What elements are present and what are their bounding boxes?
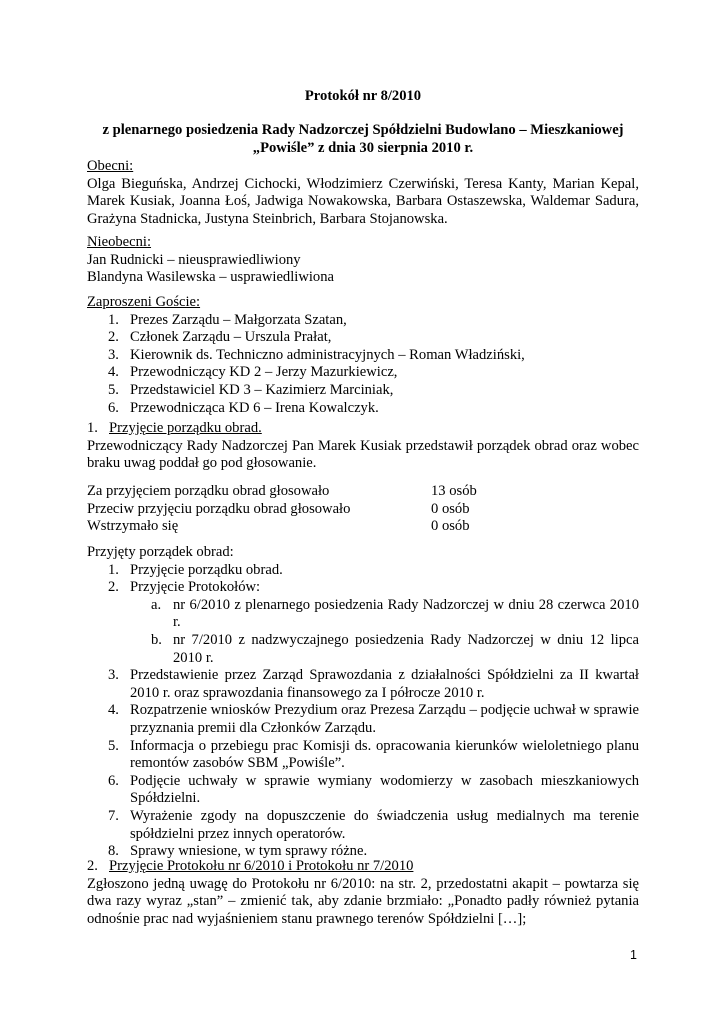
item-text: nr 7/2010 z nadzwyczajnego posiedzenia Rady Nadzorczej w dniu 12 lipca 2010 r.: [173, 631, 639, 666]
list-item: [108, 364, 639, 382]
agenda-heading: Przyjęty porządek obrad:: [87, 544, 234, 560]
document-subtitle-line2: „Powiśle” z dnia 30 sierpnia 2010 r.: [252, 140, 474, 156]
document-title: Protokół nr 8/2010: [304, 88, 422, 104]
item-text: Przewodniczący KD 2 – Jerzy Mazurkiewicz,: [130, 364, 398, 381]
item-text: Przewodnicząca KD 6 – Irena Kowalczyk.: [130, 399, 379, 416]
vote-row: [87, 501, 639, 519]
sublist-item: [151, 596, 639, 632]
list-item: [108, 807, 639, 843]
section-1: [87, 420, 639, 473]
vote-value: 13 osób: [431, 483, 477, 499]
item-text: Rozpatrzenie wniosków Prezydium oraz Prezesa Zarządu – podjęcie uchwał w sprawie przyznania premii dla Członków Zarządu.: [130, 702, 639, 736]
item-number: 5.: [108, 381, 119, 398]
item-text: Przedstawienie przez Zarząd Sprawozdania z działalności Spółdzielni za II kwartał 2010 r. oraz sprawozdania finansowego za I półrocze 2010 r.: [130, 667, 639, 701]
agenda-list: [87, 562, 639, 861]
sublist-item: [151, 631, 639, 667]
list-item: [108, 561, 639, 580]
item-text: Sprawy wniesione, w tym sprawy różne.: [130, 843, 368, 860]
item-number: 6.: [108, 399, 119, 416]
vote-value: 0 osób: [431, 500, 470, 517]
list-item: [108, 737, 639, 773]
present-section: [87, 158, 639, 228]
absent-item: Jan Rudnicki – nieusprawiedliwiony: [87, 251, 301, 268]
list-item: [108, 772, 639, 808]
vote-label: Wstrzymało się: [87, 518, 179, 535]
absent-section: [87, 234, 639, 287]
item-text: Członek Zarządu – Urszula Prałat,: [130, 329, 332, 346]
document-subtitle-line1: z plenarnego posiedzenia Rady Nadzorczej Spółdzielni Budowlano – Mieszkaniowej: [102, 122, 624, 138]
vote-label: Przeciw przyjęciu porządku obrad głosowało: [87, 500, 351, 517]
vote-row: [87, 518, 639, 536]
item-text: Wyrażenie zgody na dopuszczenie do świadczenia usług medialnych ma terenie spółdzielni przez innych operatorów.: [130, 807, 639, 842]
absent-item: Blandyna Wasilewska – usprawiedliwiona: [87, 269, 335, 286]
item-number: 4.: [108, 702, 119, 719]
guests-list: [87, 312, 639, 418]
vote-value: 0 osób: [431, 518, 470, 535]
item-text: Przedstawiciel KD 3 – Kazimierz Marciniak,: [130, 381, 394, 398]
vote-table: [87, 483, 639, 536]
section-number: 2.: [87, 858, 98, 874]
section-number: 1.: [87, 420, 98, 436]
agenda-sublist: [130, 597, 639, 667]
item-text: Podjęcie uchwały w sprawie wymiany wodomierzy w zasobach mieszkaniowych Spółdzielni.: [130, 772, 639, 807]
section-2-text: Zgłoszono jedną uwagę do Protokołu nr 6/2010: na str. 2, przedostatni akapit – powtarza się dwa razy wyraz „stan” – zmienić tak, aby zdanie brzmiało: „Ponadto padły również pytania odnośnie prac nad wyjaśnieniem stanu prawnego terenów Spółdzielni […];: [87, 875, 639, 927]
item-number: 6.: [108, 772, 119, 789]
vote-row: [87, 483, 639, 501]
list-item: [108, 702, 639, 737]
item-letter: a.: [151, 596, 162, 613]
item-number: 8.: [108, 843, 119, 860]
section-title: Przyjęcie porządku obrad.: [109, 420, 262, 436]
item-number: 1.: [108, 561, 119, 578]
item-letter: b.: [151, 631, 162, 648]
list-item: [108, 381, 639, 400]
section-2-heading: [87, 858, 639, 876]
item-text: Przyjęcie porządku obrad.: [130, 561, 283, 578]
item-number: 5.: [108, 737, 119, 754]
section-title: Przyjęcie Protokołu nr 6/2010 i Protokołu nr 7/2010: [109, 858, 414, 874]
item-number: 3.: [108, 667, 119, 684]
section-1-heading: [87, 420, 639, 438]
list-item: [108, 311, 639, 330]
section-2: [87, 858, 639, 928]
list-item: [108, 667, 639, 702]
item-number: 3.: [108, 346, 119, 363]
vote-label: Za przyjęciem porządku obrad głosowało: [87, 483, 330, 499]
guests-section: [87, 294, 639, 417]
section-1-text: Przewodniczący Rady Nadzorczej Pan Marek Kusiak przedstawił porządek obrad oraz wobec braku uwag poddał go pod głosowanie.: [87, 437, 639, 472]
item-text: Informacja o przebiegu prac Komisji ds. opracowania kierunków wieloletniego planu remontów zasobów SBM „Powiśle”.: [130, 737, 639, 772]
list-item: [108, 346, 639, 365]
present-heading: Obecni:: [87, 158, 134, 174]
list-item: [108, 399, 639, 418]
item-number: 4.: [108, 364, 119, 381]
item-number: 7.: [108, 807, 119, 824]
item-text: Prezes Zarządu – Małgorzata Szatan,: [130, 311, 347, 328]
agenda-section: [87, 544, 639, 861]
item-number: 1.: [108, 311, 119, 328]
list-item: [108, 579, 639, 667]
item-number: 2.: [108, 329, 119, 346]
item-number: 2.: [108, 579, 119, 596]
present-list: Olga Bieguńska, Andrzej Cichocki, Włodzimierz Czerwiński, Teresa Kanty, Marian Kepal, Marek Kusiak, Joanna Łoś, Jadwiga Nowakowska, Barbara Ostaszewska, Waldemar Sadura, Grażyna Stadnicka, Justyna Steinbrich, Barbara Stojanowska.: [87, 175, 639, 227]
item-text: Przyjęcie Protokołów:: [130, 579, 261, 596]
item-text: Kierownik ds. Techniczno administracyjnych – Roman Władziński,: [130, 346, 525, 363]
page-number: 1: [630, 948, 637, 962]
list-item: [108, 329, 639, 347]
item-text: nr 6/2010 z plenarnego posiedzenia Rady Nadzorczej w dniu 28 czerwca 2010 r.: [173, 596, 639, 631]
guests-heading: Zaproszeni Goście:: [87, 294, 201, 310]
absent-heading: Nieobecni:: [87, 234, 152, 250]
